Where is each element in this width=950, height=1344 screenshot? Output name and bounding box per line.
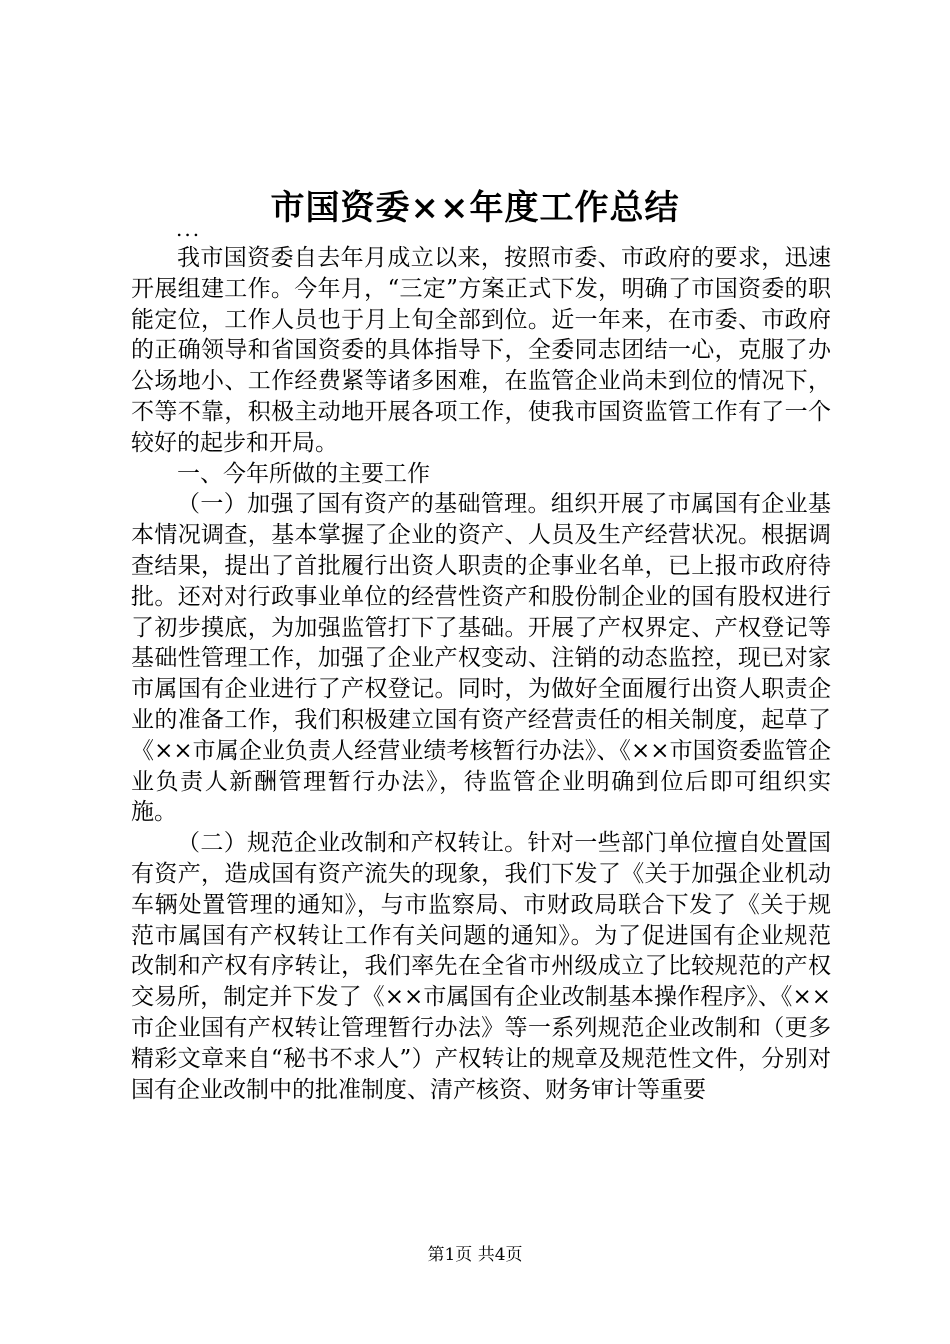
page-indicator: 第1页 共4页 xyxy=(427,1245,523,1265)
section-heading-main-work: 一、今年所做的主要工作 xyxy=(177,460,430,487)
paragraph-restructuring: （二）规范企业改制和产权转让。针对一些部门单位擅自处置国有资产，造成国有资产流失的现象，我们下发了《关于加强企业机动车辆处置管理的通知》，与市监察局、市财政局联合下发了《关于规范市属国有产权转让工作有关问题的通知》。为了促进国有企业规范改制和产权有序转让，我们率先在全省市州级成立了比较规范的产权交易所，制定并下发了《××市属国有企业改制基本操作程序》、《××市企业国有产权转让管理暂行办法》等一系列规范企业改制和（更多精彩文章来自“秘书不求人”）产权转让的规章及规范性文件，分别对国有企业改制中的批准制度、清产核资、财务审计等重要 xyxy=(131,830,831,1103)
document-title: 市国资委××年度工作总结 xyxy=(270,188,680,228)
document-body xyxy=(131,243,831,1105)
paragraph-intro: 我市国资委自去年月成立以来，按照市委、市政府的要求，迅速开展组建工作。今年月，“三定”方案正式下发，明确了市国资委的职能定位，工作人员也于月上旬全部到位。近一年来，在市委、市政府的正确领导和省国资委的具体指导下，全委同志团结一心，克服了办公场地小、工作经费紧等诸多困难，在监管企业尚未到位的情况下，不等不靠，积极主动地开展各项工作，使我市国资监管工作有了一个较好的起步和开局。 xyxy=(131,245,831,456)
paragraph-asset-management: （一）加强了国有资产的基础管理。组织开展了市属国有企业基本情况调查，基本掌握了企业的资产、人员及生产经营状况。根据调查结果，提出了首批履行出资人职责的企事业名单，已上报市政府待批。还对对行政事业单位的经营性资产和股份制企业的国有股权进行了初步摸底，为加强监管打下了基础。开展了产权界定、产权登记等基础性管理工作，加强了企业产权变动、注销的动态监控，现已对家市属国有企业进行了产权登记。同时，为做好全面履行出资人职责企业的准备工作，我们积极建立国有资产经营责任的相关制度，起草了《××市属企业负责人经营业绩考核暂行办法》、《××市国资委监管企业负责人新酬管理暂行办法》，待监管企业明确到位后即可组织实施。 xyxy=(131,491,831,826)
ellipsis-marker: ... xyxy=(176,217,202,241)
